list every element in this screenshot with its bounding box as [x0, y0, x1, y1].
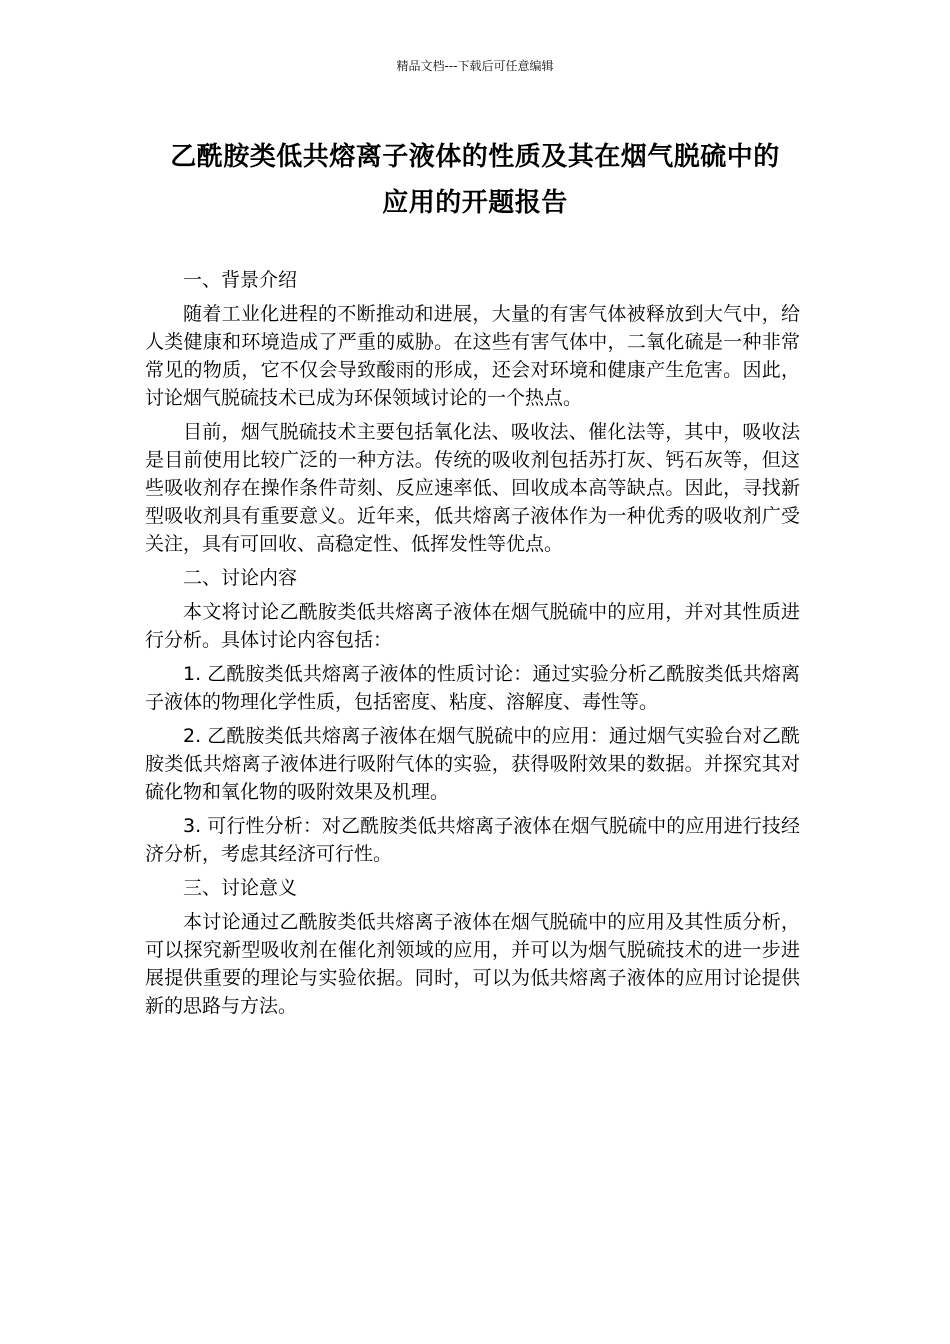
document-body [145, 266, 800, 1026]
list-item: 3. 可行性分析：对乙酰胺类低共熔离子液体在烟气脱硫中的应用进行技经济分析，考虑其经济可行性。 [145, 815, 800, 865]
title-line-1: 乙酰胺类低共熔离子液体的性质及其在烟气脱硫中的 [170, 142, 780, 172]
section-heading-background: 一、背景介绍 [183, 269, 298, 291]
paragraph: 目前，烟气脱硫技术主要包括氧化法、吸收法、催化法等，其中，吸收法是目前使用比较广泛的一种方法。传统的吸收剂包括苏打灰、钙石灰等，但这些吸收剂存在操作条件苛刻、反应速率低、回收成本高等缺点。因此，寻找新型吸收剂具有重要意义。近年来，低共熔离子液体作为一种优秀的吸收剂广受关注，具有可回收、高稳定性、低挥发性等优点。 [145, 421, 800, 555]
paragraph: 随着工业化进程的不断推动和进展，大量的有害气体被释放到大气中，给人类健康和环境造成了严重的威胁。在这些有害气体中，二氧化硫是一种非常常见的物质，它不仅会导致酸雨的形成，还会对环境和健康产生危害。因此，讨论烟气脱硫技术已成为环保领域讨论的一个热点。 [145, 303, 800, 409]
title-line-2: 应用的开题报告 [382, 188, 568, 218]
section-heading-content: 二、讨论内容 [183, 567, 298, 589]
list-item: 1. 乙酰胺类低共熔离子液体的性质讨论：通过实验分析乙酰胺类低共熔离子液体的物理化学性质，包括密度、粘度、溶解度、毒性等。 [145, 663, 800, 713]
list-item: 2. 乙酰胺类低共熔离子液体在烟气脱硫中的应用：通过烟气实验台对乙酰胺类低共熔离子液体进行吸附气体的实验，获得吸附效果的数据。并探究其对硫化物和氧化物的吸附效果及机理。 [145, 725, 800, 803]
paragraph: 本讨论通过乙酰胺类低共熔离子液体在烟气脱硫中的应用及其性质分析，可以探究新型吸收剂在催化剂领域的应用，并可以为烟气脱硫技术的进一步进展提供重要的理论与实验依据。同时，可以为低共熔离子液体的应用讨论提供新的思路与方法。 [145, 911, 800, 1017]
header-note: 精品文档---下载后可任意编辑 [396, 59, 554, 73]
paragraph: 本文将讨论乙酰胺类低共熔离子液体在烟气脱硫中的应用，并对其性质进行分析。具体讨论内容包括： [145, 601, 800, 651]
document-title [140, 134, 810, 226]
section-heading-significance: 三、讨论意义 [183, 877, 298, 899]
